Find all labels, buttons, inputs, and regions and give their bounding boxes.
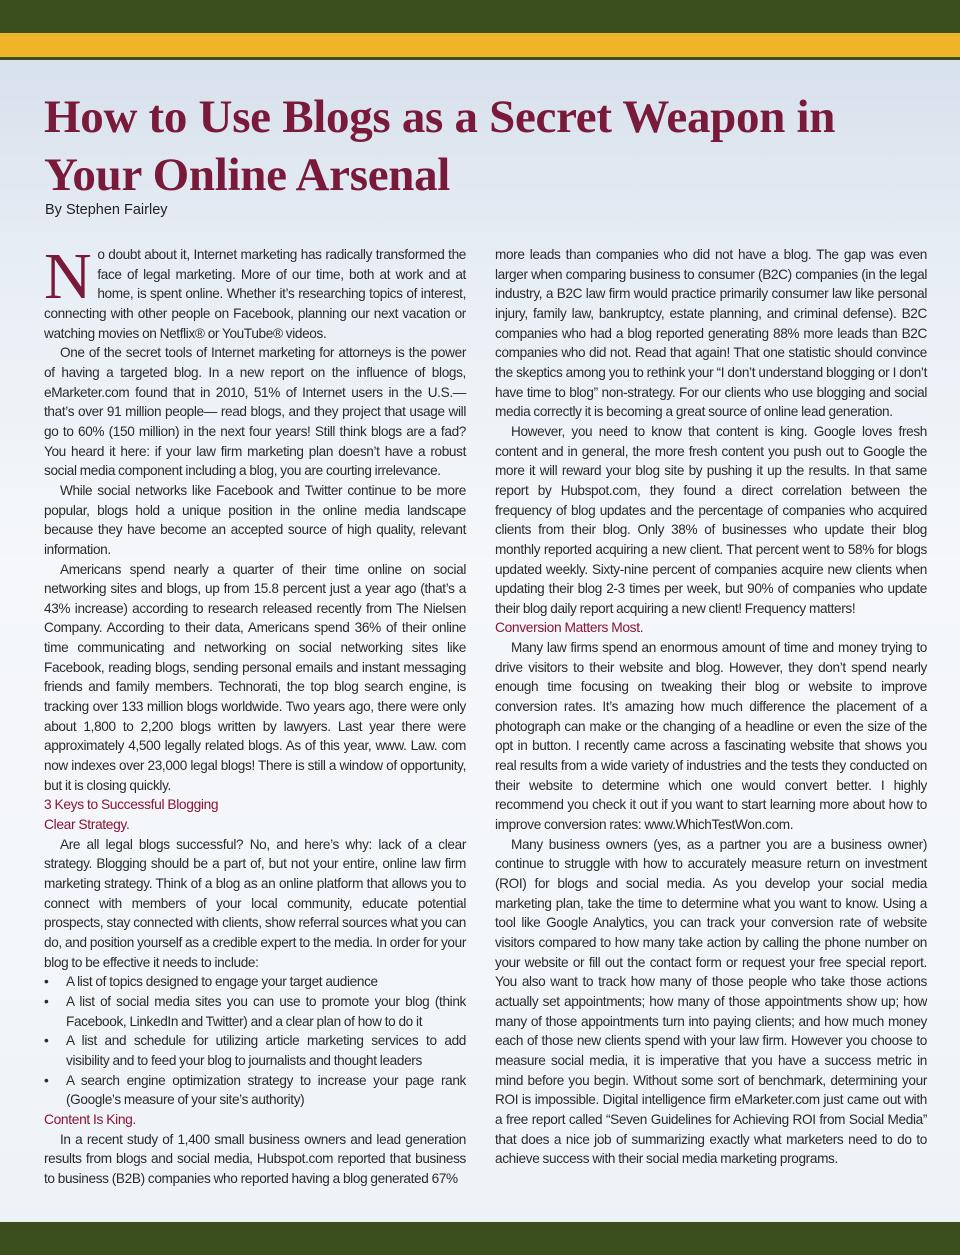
bullet-icon: • — [44, 1072, 49, 1088]
bottom-green-band — [0, 1222, 960, 1255]
top-gold-band — [0, 33, 960, 57]
paragraph-text: o doubt about it, Internet marketing has radically transformed the face of legal marketing. More of our time, both at work and at home, is spent online. Whether it’s researching topics of interest, connecting with other people on Facebook, planning our next vacation or watching movies on Netflix® or YouTube® videos. — [44, 247, 466, 341]
right-column — [495, 245, 927, 1169]
paragraph: In a recent study of 1,400 small business owners and lead generation results from blogs and social media, Hubspot.com reported that business to business (B2B) companies who reported having a blog generated 67% — [44, 1131, 466, 1186]
paragraph: more leads than companies who did not have a blog. The gap was even larger when comparing business to consumer (B2C) companies (in the legal industry, a B2C law firm would practice primarily consumer law like personal injury, family law, bankruptcy, estate planning, and criminal defense). B2C companies who had a blog reported generating 88% more leads than B2C companies who did not. Read that again! That one statistic should convince the skeptics among you to rethink your “I don’t understand blogging or I don’t have time to blog” non-strategy. For our clients who use blogging and social media correctly it is becoming a great source of online lead generation. — [495, 247, 927, 420]
bullet-text: A list of topics designed to engage your target audience — [66, 974, 378, 990]
bullet-item — [44, 992, 466, 1031]
top-green-band — [0, 0, 960, 33]
bullet-icon: • — [44, 974, 49, 990]
subheading-clear-strategy: Clear Strategy. — [44, 817, 130, 833]
paragraph: Many business owners (yes, as a partner you are a business owner) continue to struggle with how to accurately measure return on investment (ROI) for blogs and social media. As you develop your social media marketing plan, take the time to determine what you want to know. Using a tool like Google Analytics, you can track your conversion rate of website visitors compared to how many take action by calling the phone number on your website or fill out the contact form or request your free special report. You also want to track how many of those people who take those actions actually set appointments; how many of those appointments show up; how many of those appointments turn into paying clients; and how much money each of those new clients spend with your law firm. However you choose to measure social media, it is imperative that you have a success metric in mind before you begin. Without some sort of benchmark, determining your ROI is impossible. Digital intelligence firm eMarketer.com just came out with a free report called “Seven Guidelines for Achieving ROI from Social Media” that does a nice job of summarizing exactly what marketers need to do to achieve success with their social media marketing programs. — [495, 836, 927, 1167]
paragraph: Are all legal blogs successful? No, and here’s why: lack of a clear strategy. Blogging should be a part of, but not your entire, online law firm marketing strategy. Think of a blog as an online platform that allows you to connect with members of your local community, educate potential prospects, stay connected with clients, show referral sources what you can do, and position yourself as a credible expert to the media. In order for your blog to be effective it needs to include: — [44, 836, 466, 970]
paragraph — [44, 240, 466, 343]
bullet-text: A list and schedule for utilizing article marketing services to add visibility and to feed your blog to journalists and thought leaders — [66, 1033, 466, 1068]
paragraph: Americans spend nearly a quarter of their time online on social networking sites and blogs, up from 15.8 percent just a year ago (that’s a 43% increase) according to research released recently from The Nielsen Company. According to their data, Americans spend 36% of their online time communicating and networking on social networking sites like Facebook, reading blogs, sending personal emails and instant messaging friends and family members. Technorati, the top blog search engine, is tracking over 133 million blogs worldwide. Two years ago, there were only about 1,800 to 2,200 blogs written by lawyers. Last year there were approximately 4,500 legally related blogs. As of this year, www. Law. com now indexes over 23,000 legal blogs! There is still a window of opportunity, but it is closing quickly. — [44, 561, 466, 793]
bullet-list — [44, 972, 466, 1110]
top-green-rule — [0, 57, 960, 60]
bullet-item — [44, 972, 466, 992]
subheading-keys: 3 Keys to Successful Blogging — [44, 797, 219, 813]
left-column — [44, 240, 466, 1189]
bullet-icon: • — [44, 1033, 49, 1049]
bullet-text: A list of social media sites you can use to promote your blog (think Facebook, LinkedIn and Twitter) and a clear plan of how to do it — [66, 993, 466, 1029]
paragraph: While social networks like Facebook and Twitter continue to be more popular, blogs hold a unique position in the online media landscape because they have become an accepted source of high quality, relevant information. — [44, 482, 466, 557]
bullet-item — [44, 1031, 466, 1070]
bullet-icon: • — [44, 993, 49, 1009]
subheading-content-is-king: Content Is King. — [44, 1111, 136, 1127]
paragraph: However, you need to know that content is king. Google loves fresh content and in general, the more fresh content you push out to Google the more it will reward your blog site by pushing it up the results. In that same report by Hubspot.com, they found a direct correlation between the frequency of blog updates and the percentage of companies who acquired clients from their blog. Only 38% of businesses who update their blog monthly reported acquiring a new client. That percent went to 58% for blogs updated weekly. Sixty-nine percent of companies acquire new clients when updating their blog 2-3 times per week, but 90% of companies who update their blog daily report acquiring a new client! Frequency matters! — [495, 423, 927, 616]
paragraph: One of the secret tools of Internet marketing for attorneys is the power of having a targeted blog. In a new report on the influence of blogs, eMarketer.com found that in 2010, 51% of Internet users in the U.S.— that’s over 91 million people— read blogs, and they project that usage will go to 60% (150 million) in the next four years! Still think blogs are a fad? You heard it here: if your law firm marketing plan doesn’t have a robust social media component including a blog, you are courting irrelevance. — [44, 345, 466, 479]
subheading-conversion: Conversion Matters Most. — [495, 620, 644, 636]
article-title: How to Use Blogs as a Secret Weapon in Your Online Arsenal — [44, 91, 836, 201]
bullet-text: A search engine optimization strategy to increase your page rank (Google’s measure of your site’s authority) — [66, 1072, 466, 1108]
bullet-item — [44, 1071, 466, 1110]
paragraph: Many law firms spend an enormous amount of time and money trying to drive visitors to their website and blog. However, they don’t spend nearly enough time focusing on tweaking their blog or website to improve conversion rates. It’s amazing how much difference the placement of a photograph can make or the changing of a headline or even the size of the opt in button. I recently came across a fascinating website that shows you real results from a wide variety of industries and the tests they conducted on their website to determine which one would convert better. I highly recommend you check it out if you want to start learning more about how to improve conversion rates: www.WhichTestWon.com. — [495, 640, 927, 833]
drop-cap: N — [44, 240, 92, 313]
article-byline: By Stephen Fairley — [45, 202, 168, 218]
